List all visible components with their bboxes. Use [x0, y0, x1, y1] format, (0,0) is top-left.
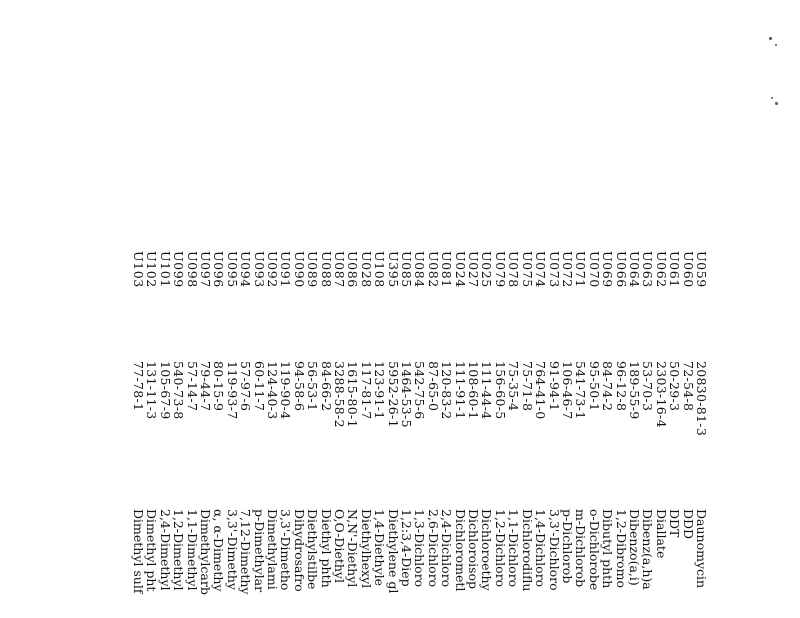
waste-code: U060	[680, 251, 696, 288]
waste-code: U090	[291, 251, 307, 288]
cas-number: 541-73-1	[573, 361, 589, 420]
table-row	[413, 251, 426, 618]
cas-number: 87-65-0	[425, 361, 441, 412]
chemical-name: 1,2:3,4-Diep	[399, 509, 415, 587]
table-row	[266, 251, 279, 618]
table-row	[252, 251, 265, 618]
chemical-name: 3,3'-Dichloro	[546, 509, 562, 591]
cas-number: 111-44-4	[479, 361, 495, 420]
cas-number: 542-75-6	[412, 361, 428, 420]
table-row	[306, 251, 319, 618]
table-row	[279, 251, 292, 618]
chemical-name: Dihydrosafro	[291, 509, 307, 592]
table-row	[574, 251, 587, 618]
table-row	[668, 251, 681, 618]
table-row	[333, 251, 346, 618]
table-row	[199, 251, 212, 618]
cas-number: 106-46-7	[559, 361, 575, 420]
chemical-name: Dichlorometl	[452, 509, 468, 592]
table-row	[346, 251, 359, 618]
chemical-name: Dibutyl phth	[600, 509, 616, 589]
cas-number: 95-50-1	[586, 361, 602, 412]
chemical-name: Dichlorodiflu	[519, 509, 535, 592]
chemical-name: 1,2-Dimethyl	[171, 509, 187, 591]
table-row	[601, 251, 614, 618]
waste-code: U071	[573, 251, 589, 288]
cas-number: 91-94-1	[546, 361, 562, 412]
chemical-name: 1,1-Dichloro	[506, 509, 522, 588]
waste-code: U064	[626, 251, 642, 288]
chemical-name: 2,4-Dichloro	[439, 509, 455, 588]
cas-number: 2303-16-4	[653, 361, 669, 428]
cas-number: 75-35-4	[506, 361, 522, 412]
cas-number: 84-74-2	[600, 361, 616, 412]
scan-speck	[775, 102, 778, 105]
chemical-name: Diethyl phth	[318, 509, 334, 588]
waste-code: U027	[466, 251, 482, 288]
waste-code: U096	[211, 251, 227, 288]
cas-number: 94-58-6	[291, 361, 307, 412]
cas-number: 119-93-7	[224, 361, 240, 420]
waste-code: U069	[600, 251, 616, 288]
chemical-name: DDD	[680, 509, 696, 540]
waste-code: U098	[184, 251, 200, 288]
cas-number: 80-15-9	[211, 361, 227, 412]
table-row	[225, 251, 238, 618]
table-row	[467, 251, 480, 618]
waste-code: U089	[305, 251, 321, 288]
waste-code: U059	[694, 251, 709, 288]
table-row	[386, 251, 399, 618]
waste-code: U075	[519, 251, 535, 288]
table-row	[681, 251, 694, 618]
cas-number: 84-66-2	[318, 361, 334, 412]
chemical-name: 1,2-Dibromo	[613, 509, 629, 589]
table-row	[587, 251, 600, 618]
chemical-name: Diethylstilbe	[305, 509, 321, 590]
table-row	[158, 251, 171, 618]
cas-number: 117-81-7	[358, 361, 374, 420]
cas-number: 57-14-7	[184, 361, 200, 412]
waste-code: U094	[238, 251, 254, 288]
chemical-name: Dimethyl pht	[144, 509, 160, 592]
waste-code: U101	[157, 251, 173, 288]
cas-number: 111-91-1	[452, 361, 468, 420]
waste-code: U088	[318, 251, 334, 288]
waste-code: U091	[278, 251, 294, 288]
chemical-name: p-Dimethylar	[251, 509, 267, 593]
waste-code: U025	[479, 251, 495, 288]
chemical-name: 3,3'-Dimethy	[224, 509, 240, 590]
cas-number: 120-83-2	[439, 361, 455, 420]
waste-code: U061	[667, 251, 683, 288]
chemical-name: 7,12-Dimethy	[238, 509, 254, 595]
table-row	[453, 251, 466, 618]
table-row	[172, 251, 185, 618]
chemical-name: Daunomycin	[694, 509, 709, 589]
table-row	[359, 251, 372, 618]
chemical-name: 1,4-Dichloro	[533, 509, 549, 588]
chemical-name: 1,1-Dimethyl	[184, 509, 200, 591]
cas-number: 119-90-4	[278, 361, 294, 420]
waste-code: U079	[492, 251, 508, 288]
chemical-name: Dibenzo(a,i)	[626, 509, 642, 586]
cas-number: 72-54-8	[680, 361, 696, 412]
cas-number: 57-97-6	[238, 361, 254, 412]
waste-code: U073	[546, 251, 562, 288]
cas-number: 77-78-1	[130, 361, 146, 412]
chemical-name: 2,6-Dichloro	[425, 509, 441, 588]
chemical-name: Diethylhexyl	[358, 509, 374, 589]
table-row	[547, 251, 560, 618]
waste-code: U108	[372, 251, 388, 288]
chemical-name: Diallate	[653, 509, 669, 559]
cas-number: 1615-80-1	[345, 361, 361, 428]
cas-number: 96-12-8	[613, 361, 629, 412]
chemical-name: 2,4-Dimethyl	[157, 509, 173, 591]
cas-number: 189-55-9	[626, 361, 642, 420]
cas-number: 79-44-7	[197, 361, 213, 412]
chemical-name: α, α-Dimethy	[211, 509, 227, 592]
chemical-name: 1,3-Dichloro	[412, 509, 428, 588]
waste-code: U095	[224, 251, 240, 288]
chemical-name: 1,4-Diethyle	[372, 509, 388, 587]
cas-number: 20830-81-3	[694, 361, 709, 437]
table-row	[695, 251, 708, 618]
table-row	[239, 251, 252, 618]
table-row	[373, 251, 386, 618]
table-row	[426, 251, 439, 618]
cas-number: 3288-58-2	[332, 361, 348, 428]
waste-code: U395	[385, 251, 401, 288]
waste-code: U103	[130, 251, 146, 288]
cas-number: 60-11-7	[251, 361, 267, 412]
scan-speck	[769, 37, 772, 40]
table-row	[520, 251, 533, 618]
waste-code: U092	[265, 251, 280, 288]
chemical-name: m-Dichlorob	[573, 509, 589, 588]
cas-number: 5952-26-1	[385, 361, 401, 428]
table-row	[292, 251, 305, 618]
waste-code: U082	[425, 251, 441, 288]
waste-code: U099	[171, 251, 187, 288]
chemical-name: DDT	[667, 509, 683, 538]
chemical-name: O,O-Diethyl	[332, 509, 348, 583]
cas-number: 75-71-8	[519, 361, 535, 412]
table-row	[480, 251, 493, 618]
waste-code: U028	[358, 251, 374, 288]
table-row	[440, 251, 453, 618]
table-row	[400, 251, 413, 618]
cas-number: 56-53-1	[305, 361, 321, 412]
waste-code: U081	[439, 251, 455, 288]
cas-number: 131-11-3	[144, 361, 160, 420]
cas-number: 156-60-5	[492, 361, 508, 420]
table-row	[654, 251, 667, 618]
table-row	[494, 251, 507, 618]
cas-number: 53-70-3	[640, 361, 656, 412]
table-row	[145, 251, 158, 618]
cas-number: 50-29-3	[667, 361, 683, 412]
waste-code: U078	[506, 251, 522, 288]
waste-code: U070	[586, 251, 602, 288]
table-row	[641, 251, 654, 618]
waste-code: U072	[559, 251, 575, 288]
waste-code: U063	[640, 251, 656, 288]
table-row	[614, 251, 627, 618]
waste-code: U087	[332, 251, 348, 288]
chemical-name: Dimethylami	[265, 509, 280, 590]
waste-code: U097	[197, 251, 213, 288]
chemical-name: 1,2-Dichloro	[492, 509, 508, 588]
waste-code: U084	[412, 251, 428, 288]
cas-number: 124-40-3	[265, 361, 280, 420]
waste-code: U085	[399, 251, 415, 288]
table-row	[628, 251, 641, 618]
table-row	[534, 251, 547, 618]
chemical-name: Dibenz(a,h)a	[640, 509, 656, 590]
table-row	[185, 251, 198, 618]
table-row	[132, 251, 145, 618]
chemical-name: Diethylene gl	[385, 509, 401, 594]
chemical-name: Dimethyl sulf	[130, 509, 146, 594]
chemical-name: N,N'-Diethyl	[345, 509, 361, 588]
waste-code: U066	[613, 251, 629, 288]
cas-number: 1464-53-5	[399, 361, 415, 428]
scan-speck	[775, 44, 777, 46]
chemical-name: Dimethylcarb	[197, 509, 213, 595]
table-row	[319, 251, 332, 618]
cas-number: 108-60-1	[466, 361, 482, 420]
waste-code: U074	[533, 251, 549, 288]
chemical-name: Dichloroethy	[479, 509, 495, 591]
chemical-name: o-Dichlorobe	[586, 509, 602, 591]
cas-number: 123-91-1	[372, 361, 388, 420]
table-row	[507, 251, 520, 618]
waste-code: U093	[251, 251, 267, 288]
cas-number: 764-41-0	[533, 361, 549, 420]
cas-number: 105-67-9	[157, 361, 173, 420]
chemical-name: p-Dichlorob	[559, 509, 575, 584]
scan-speck	[771, 97, 773, 99]
chemical-name: 3,3'-Dimetho	[278, 509, 294, 591]
waste-code: U086	[345, 251, 361, 288]
waste-code: U024	[452, 251, 468, 288]
table-row	[212, 251, 225, 618]
chemical-name: Dichloroisop	[466, 509, 482, 590]
waste-code: U062	[653, 251, 669, 288]
cas-number: 540-73-8	[171, 361, 187, 420]
table-row	[561, 251, 574, 618]
waste-code: U102	[144, 251, 160, 288]
waste-code-table	[96, 251, 708, 618]
